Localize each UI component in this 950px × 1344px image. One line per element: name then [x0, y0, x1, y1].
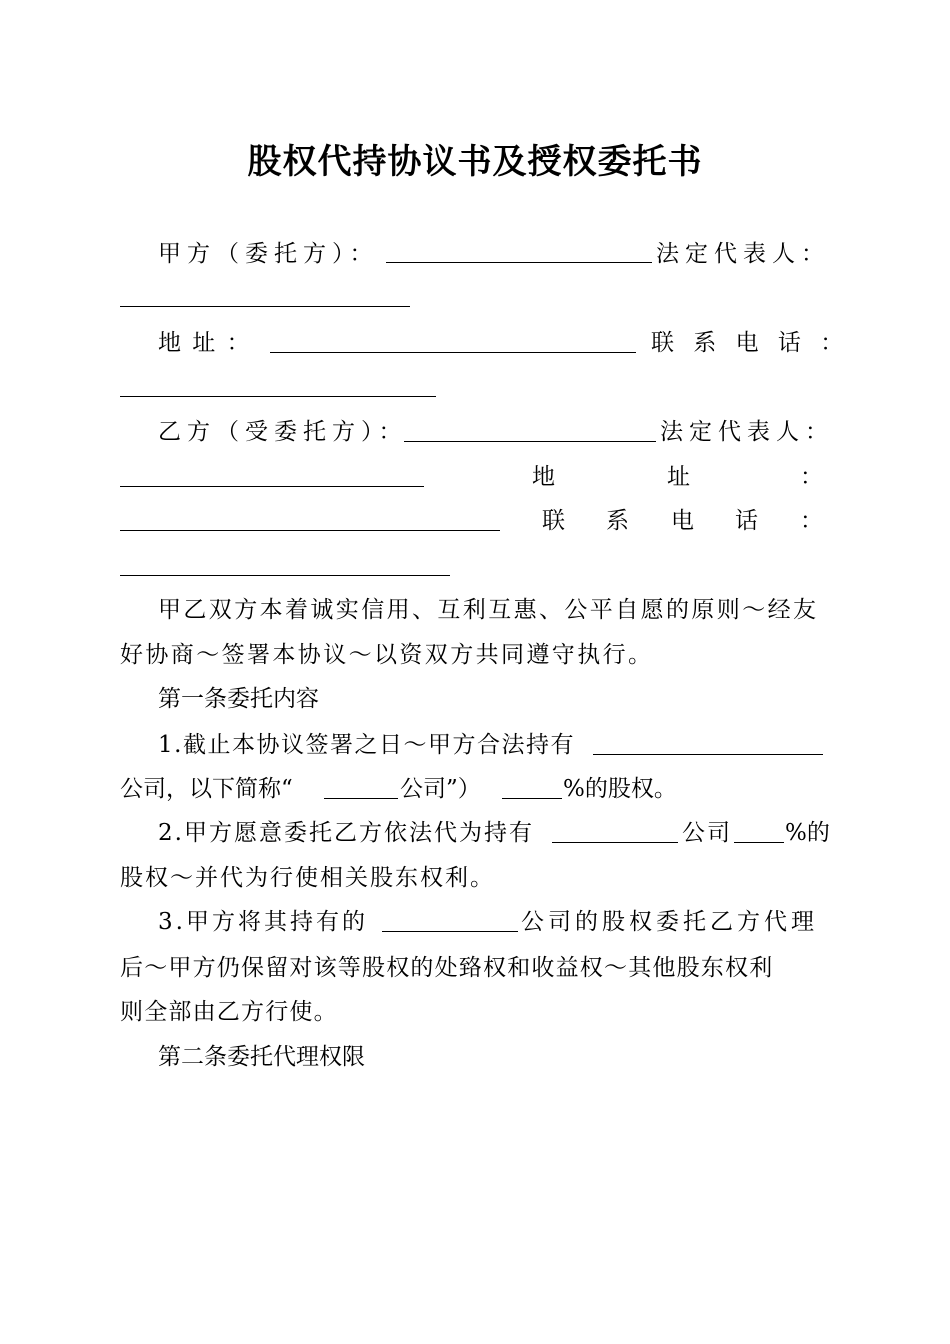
item-3-company-blank: [382, 931, 518, 932]
article-2-heading: 第二条委托代理权限: [158, 1044, 365, 1070]
party-b-phone-char-1: 联: [542, 508, 565, 534]
party-a-phone-blank: [120, 396, 436, 397]
item-2-line-2: 股权～并代为行使相关股东权利。: [120, 865, 495, 891]
intro-paragraph-line-1: 甲乙双方本着诚实信用、互利互惠、公平自愿的原则～经友: [158, 597, 819, 623]
item-2-percent-blank: [734, 842, 784, 843]
party-b-name-blank: [404, 441, 656, 442]
party-b-phone-char-3: 电: [671, 508, 694, 534]
party-b-rep-label: 法定代表人：: [660, 419, 834, 445]
party-b-phone-blank: [120, 575, 450, 576]
intro-paragraph-line-2: 好协商～签署本协议～以资双方共同遵守执行。: [120, 642, 654, 668]
party-a-address-label: 地 址 ：: [158, 330, 252, 356]
item-1-percent-blank: [502, 798, 562, 799]
item-1-short-name-blank: [324, 798, 398, 799]
party-b-phone-char-4: 话: [735, 508, 758, 534]
article-1-heading: 第一条委托内容: [158, 686, 319, 712]
party-b-phone-colon: ：: [800, 508, 823, 534]
document-title: 股权代持协议书及授权委托书: [247, 142, 703, 182]
party-a-rep-label: 法定代表人：: [656, 241, 830, 267]
party-a-address-blank: [270, 352, 636, 353]
item-2-line-1c: %的: [785, 820, 830, 846]
party-b-address-char-1: 地: [532, 464, 555, 490]
item-3-line-1a: 3.甲方将其持有的: [158, 909, 368, 935]
item-2-company-blank: [552, 842, 678, 843]
item-1-line-2b: 公司”）: [400, 776, 481, 802]
item-3-line-3: 则全部由乙方行使。: [120, 999, 338, 1025]
party-b-address-char-2: 址: [667, 464, 690, 490]
item-3-line-2: 后～甲方仍保留对该等股权的处臵权和收益权～其他股东权利: [120, 955, 774, 981]
item-1-line-2a: 公司，以下简称“: [120, 776, 293, 802]
item-2-line-1a: 2.甲方愿意委托乙方依法代为持有: [158, 820, 534, 846]
party-a-phone-label: 联 系 电 话 ：: [651, 330, 850, 356]
party-a-rep-blank: [120, 306, 410, 307]
item-1-company-blank: [593, 754, 823, 755]
party-a-name-blank: [386, 262, 652, 263]
party-b-phone-char-2: 系: [606, 508, 629, 534]
item-1-line-1: 1.截止本协议签署之日～甲方合法持有: [158, 732, 575, 758]
party-b-address-colon: ：: [800, 464, 823, 490]
party-b-address-blank: [120, 530, 500, 531]
item-2-line-1b: 公司: [682, 820, 732, 846]
party-b-rep-blank: [120, 486, 424, 487]
item-3-line-1b: 公司的股权委托乙方代理: [521, 909, 818, 935]
item-1-line-2c: %的股权。: [563, 776, 677, 802]
party-a-label: 甲方（委托方）：: [158, 241, 379, 267]
party-b-label: 乙方（受委托方）：: [158, 419, 408, 445]
